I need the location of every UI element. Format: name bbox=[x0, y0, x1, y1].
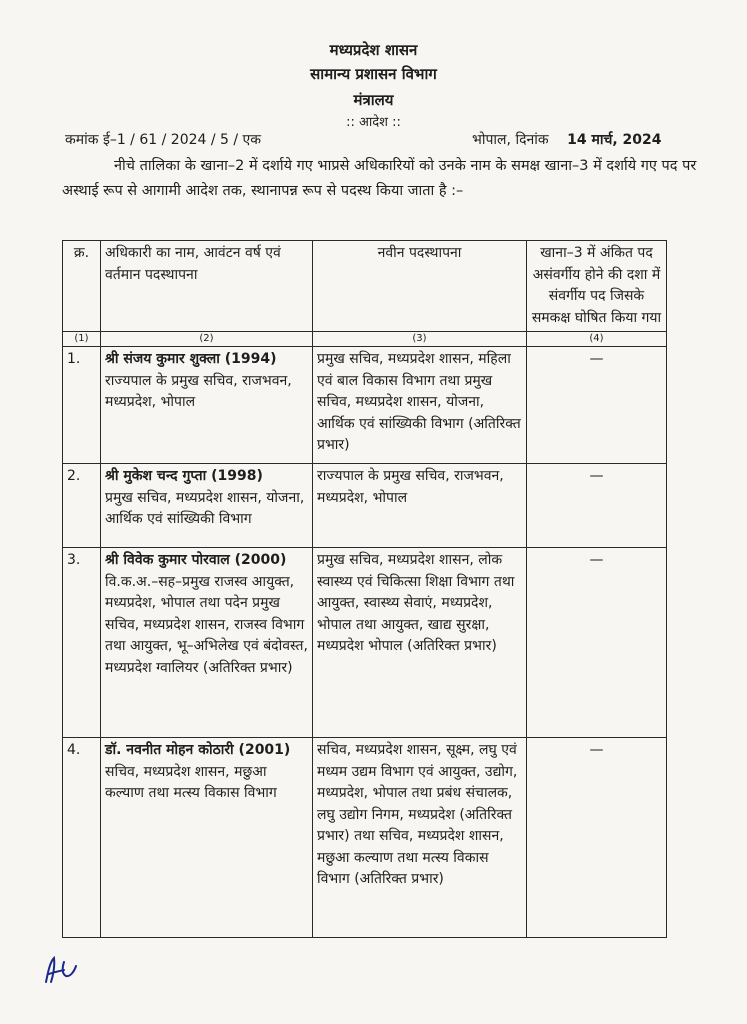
row-serial: 1. bbox=[63, 347, 101, 464]
equivalent-post-cell bbox=[527, 548, 667, 738]
officer-name: श्री संजय कुमार शुक्ला (1994) bbox=[105, 351, 277, 367]
order-date bbox=[472, 130, 662, 149]
government-name: मध्यप्रदेश शासन bbox=[329, 41, 418, 59]
equivalent-post-cell bbox=[527, 347, 667, 464]
officer-cell bbox=[101, 738, 313, 938]
date-label: भोपाल, दिनांक bbox=[472, 132, 549, 148]
row-serial: 3. bbox=[63, 548, 101, 738]
officer-name: श्री मुकेश चन्द गुप्ता (1998) bbox=[105, 468, 263, 484]
signature-scribble-icon bbox=[40, 952, 82, 988]
order-number: कमांक ई–1 / 61 / 2024 / 5 / एक bbox=[65, 132, 262, 148]
posting-table bbox=[62, 240, 667, 938]
table-row bbox=[63, 548, 667, 738]
table-row bbox=[63, 347, 667, 464]
current-posting: राज्यपाल के प्रमुख सचिव, राजभवन, मध्यप्रदेश, भोपाल bbox=[105, 372, 292, 410]
equivalent-post-cell bbox=[527, 738, 667, 938]
order-title: :: आदेश :: bbox=[346, 115, 401, 130]
header-new-posting: नवीन पदस्थापना bbox=[313, 241, 527, 332]
equivalent-post: — bbox=[589, 742, 604, 758]
row-serial: 2. bbox=[63, 464, 101, 548]
officer-cell bbox=[101, 464, 313, 548]
column-number-row bbox=[63, 332, 667, 347]
header-serial: क्र. bbox=[63, 241, 101, 332]
equivalent-post: — bbox=[589, 351, 604, 367]
officer-cell bbox=[101, 347, 313, 464]
new-posting: प्रमुख सचिव, मध्यप्रदेश शासन, महिला एवं बाल विकास विभाग तथा प्रमुख सचिव, मध्यप्रदेश शासन, योजना, आर्थिक एवं सांख्यिकी विभाग (अतिरिक्त प्रभार) bbox=[313, 347, 527, 464]
current-posting: सचिव, मध्यप्रदेश शासन, मछुआ कल्याण तथा मत्स्य विकास विभाग bbox=[105, 763, 277, 801]
new-posting: राज्यपाल के प्रमुख सचिव, राजभवन, मध्यप्रदेश, भोपाल bbox=[313, 464, 527, 548]
current-posting: प्रमुख सचिव, मध्यप्रदेश शासन, योजना, आर्थिक एवं सांख्यिकी विभाग bbox=[105, 489, 305, 527]
column-number: (3) bbox=[313, 332, 527, 347]
department-name: सामान्य प्रशासन विभाग bbox=[310, 65, 437, 83]
officer-cell bbox=[101, 548, 313, 738]
intro-paragraph: नीचे तालिका के खाना–2 में दर्शाये गए भाप्रसे अधिकारियों को उनके नाम के समक्ष खाना–3 में दर्शाये गए पद पर अस्थाई रूप से आगामी आदेश तक, स्थानापन्न रूप से पदस्थ किया जाता है :– bbox=[62, 158, 697, 199]
current-posting: वि.क.अ.–सह–प्रमुख राजस्व आयुक्त, मध्यप्रदेश, भोपाल तथा पदेन प्रमुख सचिव, मध्यप्रदेश शासन, राजस्व विभाग तथा आयुक्त, भू–अभिलेख एवं बंदोवस्त, मध्यप्रदेश ग्वालियर (अतिरिक्त प्रभार) bbox=[105, 573, 308, 676]
officer-name: डॉ. नवनीत मोहन कोठारी (2001) bbox=[105, 742, 291, 758]
header-equivalent-post: खाना–3 में अंकित पद असंवर्गीय होने की दशा में संवर्गीय पद जिसके समकक्ष घोषित किया गया bbox=[527, 241, 667, 332]
table-row bbox=[63, 464, 667, 548]
column-number: (1) bbox=[63, 332, 101, 347]
row-serial: 4. bbox=[63, 738, 101, 938]
equivalent-post: — bbox=[589, 468, 604, 484]
equivalent-post: — bbox=[589, 552, 604, 568]
table-header-row bbox=[63, 241, 667, 332]
equivalent-post-cell bbox=[527, 464, 667, 548]
header-officer: अधिकारी का नाम, आवंटन वर्ष एवं वर्तमान पदस्थापना bbox=[101, 241, 313, 332]
signature-mark bbox=[40, 952, 82, 988]
new-posting: सचिव, मध्यप्रदेश शासन, सूक्ष्म, लघु एवं मध्यम उद्यम विभाग एवं आयुक्त, उद्योग, मध्यप्रदेश, भोपाल तथा प्रबंध संचालक, लघु उद्योग निगम, मध्यप्रदेश (अतिरिक्त प्रभार) तथा सचिव, मध्यप्रदेश शासन, मछुआ कल्याण तथा मत्स्य विकास विभाग (अतिरिक्त प्रभार) bbox=[313, 738, 527, 938]
office-name: मंत्रालय bbox=[353, 91, 394, 109]
column-number: (2) bbox=[101, 332, 313, 347]
table-row bbox=[63, 738, 667, 938]
column-number: (4) bbox=[527, 332, 667, 347]
officer-name: श्री विवेक कुमार पोरवाल (2000) bbox=[105, 552, 287, 568]
new-posting: प्रमुख सचिव, मध्यप्रदेश शासन, लोक स्वास्थ्य एवं चिकित्सा शिक्षा विभाग तथा आयुक्त, स्वास्थ्य सेवाएं, मध्यप्रदेश, भोपाल तथा आयुक्त, खाद्य सुरक्षा, मध्यप्रदेश भोपाल (अतिरिक्त प्रभार) bbox=[313, 548, 527, 738]
date-value: 14 मार्च, 2024 bbox=[567, 132, 662, 148]
